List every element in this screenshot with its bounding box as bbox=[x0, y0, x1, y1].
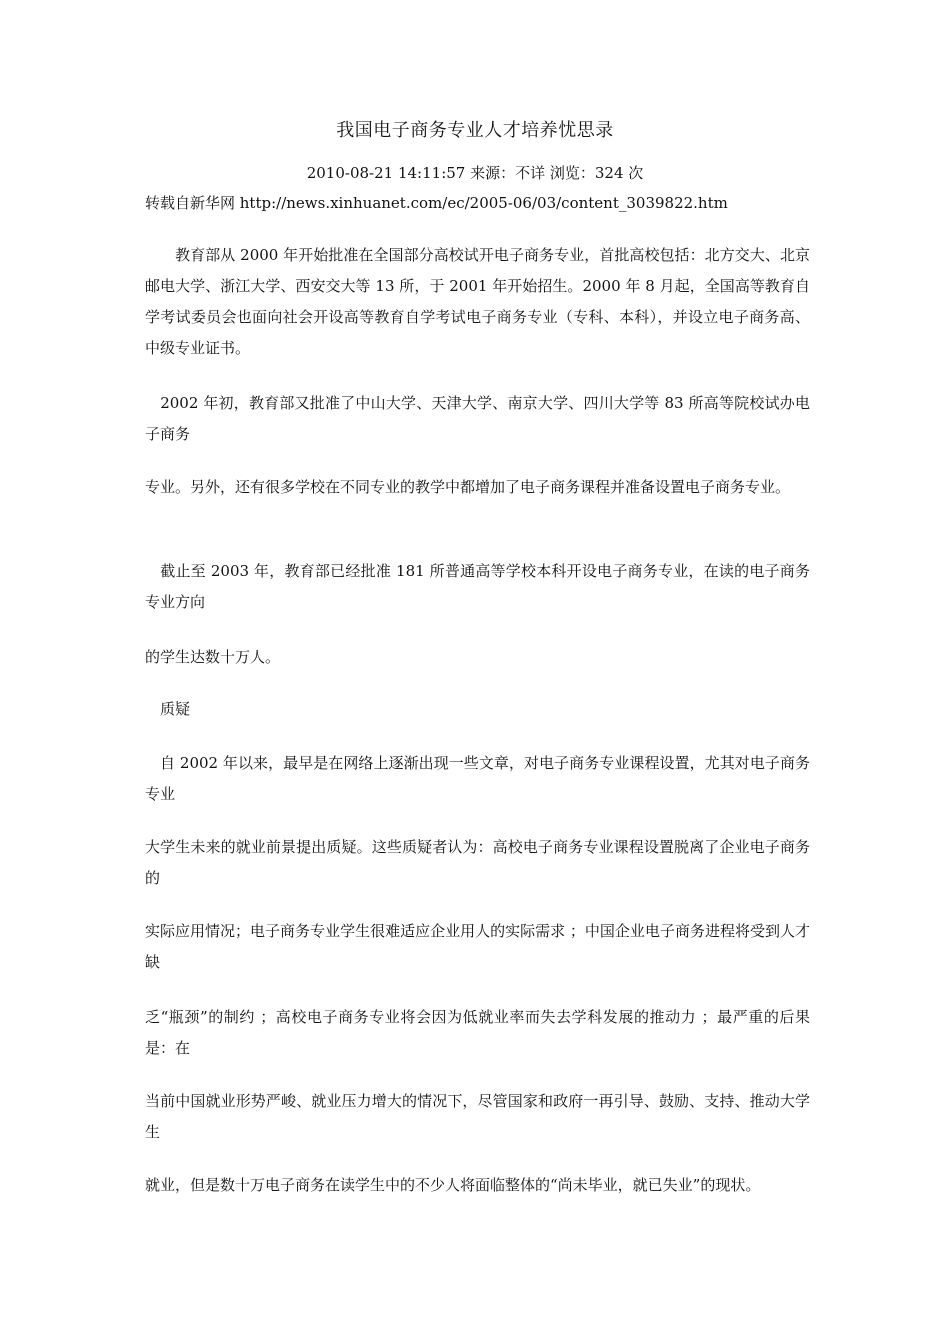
paragraph: 专业。另外，还有很多学校在不同专业的教学中都增加了电子商务课程并准备设置电子商务专业。 bbox=[145, 478, 791, 496]
paragraph: 实际应用情况；电子商务专业学生很难适应企业用人的实际需求 ；中国企业电子商务进程将受到人才缺 bbox=[145, 922, 810, 971]
paragraph: 的学生达数十万人。 bbox=[145, 648, 281, 666]
paragraph: 大学生未来的就业前景提出质疑。这些质疑者认为：高校电子商务专业课程设置脱离了企业电子商务的 bbox=[145, 838, 810, 887]
paragraph: 教育部从 2000 年开始批准在全国部分高校试开电子商务专业，首批高校包括：北方交大、北京邮电大学、浙江大学、西安交大等 13 所，于 2001 年开始招生。2000 年 8 月起，全国高等教育自学考试委员会也面向社会开设高等教育自学考试电子商务专业（专科、本科），并设立电子商务高、中级专业证书。 bbox=[145, 246, 810, 357]
paragraph: 乏“瓶颈”的制约 ；高校电子商务专业将会因为低就业率而失去学科发展的推动力 ；最严重的后果是：在 bbox=[145, 1008, 810, 1057]
paragraph: 自 2002 年以来，最早是在网络上逐渐出现一些文章，对电子商务专业课程设置，尤其对电子商务专业 bbox=[145, 754, 810, 803]
section-heading: 质疑 bbox=[145, 700, 191, 718]
document-title: 我国电子商务专业人才培养忧思录 bbox=[336, 120, 614, 141]
paragraph: 截止至 2003 年，教育部已经批准 181 所普通高等学校本科开设电子商务专业，在读的电子商务专业方向 bbox=[145, 562, 810, 611]
paragraph: 就业，但是数十万电子商务在读学生中的不少人将面临整体的“尚未毕业，就已失业”的现状。 bbox=[145, 1176, 761, 1194]
paragraph: 2002 年初，教育部又批准了中山大学、天津大学、南京大学、四川大学等 83 所高等院校试办电子商务 bbox=[145, 394, 810, 443]
source-line: 转载自新华网 http://news.xinhuanet.com/ec/2005-06/03/content_3039822.htm bbox=[145, 194, 728, 212]
article-meta: 2010-08-21 14:11:57 来源：不详 浏览：324 次 bbox=[306, 164, 644, 182]
paragraph: 当前中国就业形势严峻、就业压力增大的情况下，尽管国家和政府一再引导、鼓励、支持、推动大学生 bbox=[145, 1092, 810, 1141]
